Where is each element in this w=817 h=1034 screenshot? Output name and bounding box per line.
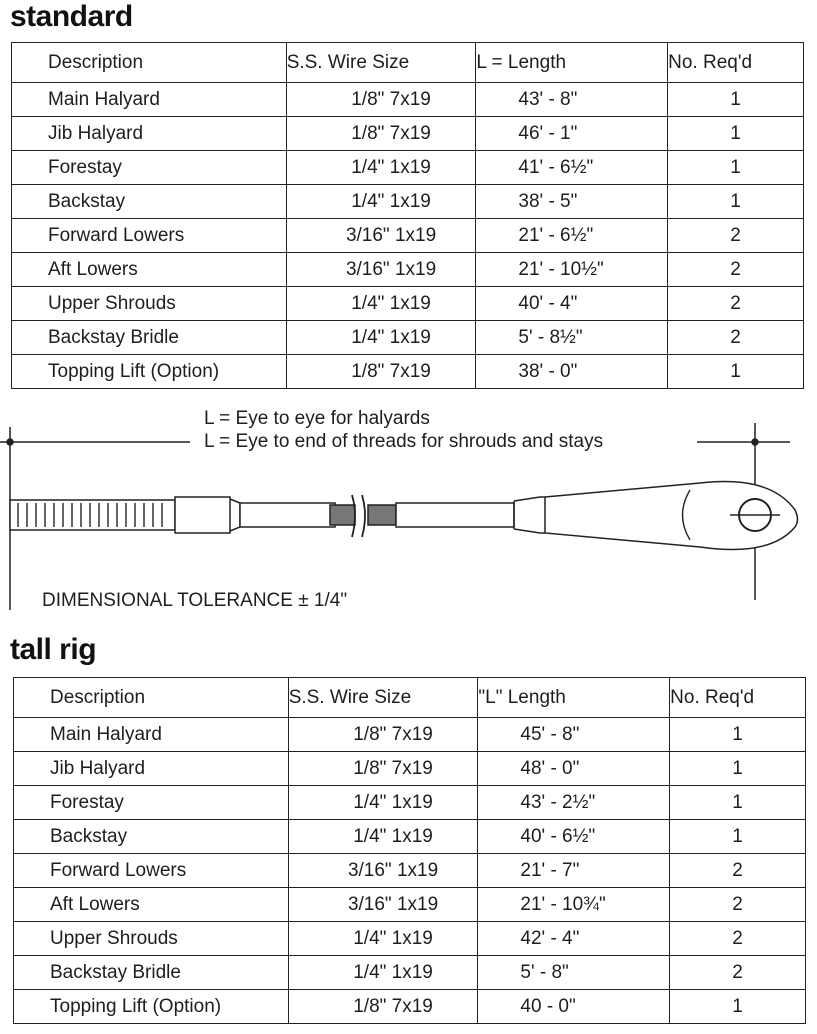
cell-required: 1 [670, 820, 806, 854]
cell-required: 2 [668, 219, 804, 253]
section-title-standard: standard [10, 0, 133, 33]
cell-required: 1 [668, 117, 804, 151]
cell-length: 41' - 6½" [476, 151, 668, 185]
cell-description: Main Halyard [12, 83, 287, 117]
dimensional-tolerance-note: DIMENSIONAL TOLERANCE ± 1/4" [42, 590, 348, 611]
table-row [12, 287, 804, 321]
threaded-stud-terminal-icon [10, 497, 335, 533]
header-description: Description [14, 678, 289, 718]
section-title-tall-rig: tall rig [10, 633, 97, 666]
header-length: L = Length [476, 43, 668, 83]
cell-length: 5' - 8½" [476, 321, 668, 355]
cell-wire-size: 1/4" 1x19 [288, 922, 478, 956]
cell-required: 2 [670, 854, 806, 888]
cell-length: 21' - 10¾" [478, 888, 670, 922]
cell-description: Aft Lowers [14, 888, 289, 922]
right-dimension-dot [752, 439, 758, 445]
table-row [12, 253, 804, 287]
table-header-row [14, 678, 806, 718]
cell-wire-size: 1/4" 1x19 [288, 820, 478, 854]
cell-required: 1 [670, 786, 806, 820]
cell-wire-size: 1/8" 7x19 [286, 355, 476, 389]
table-row [14, 820, 806, 854]
cell-wire-size: 1/8" 7x19 [288, 718, 478, 752]
cell-length: 46' - 1" [476, 117, 668, 151]
cell-description: Backstay Bridle [12, 321, 287, 355]
cell-length: 40' - 6½" [478, 820, 670, 854]
table-row [12, 321, 804, 355]
cell-length: 40 - 0" [478, 990, 670, 1024]
cell-wire-size: 3/16" 1x19 [288, 888, 478, 922]
table-row [12, 219, 804, 253]
cell-description: Forward Lowers [14, 854, 289, 888]
cell-wire-size: 1/4" 1x19 [288, 786, 478, 820]
cell-required: 2 [670, 888, 806, 922]
table-row [14, 752, 806, 786]
cell-description: Jib Halyard [12, 117, 287, 151]
cell-description: Forward Lowers [12, 219, 287, 253]
table-row [12, 83, 804, 117]
cell-description: Aft Lowers [12, 253, 287, 287]
cell-wire-size: 1/8" 7x19 [288, 990, 478, 1024]
cell-wire-size: 1/8" 7x19 [286, 83, 476, 117]
cell-length: 40' - 4" [476, 287, 668, 321]
table-row [12, 117, 804, 151]
table-row [14, 990, 806, 1024]
table-row [14, 888, 806, 922]
cell-description: Backstay Bridle [14, 956, 289, 990]
cell-required: 1 [670, 752, 806, 786]
cell-wire-size: 1/4" 1x19 [286, 151, 476, 185]
cell-length: 38' - 5" [476, 185, 668, 219]
rigging-table-standard [11, 42, 804, 389]
header-required: No. Req'd [670, 678, 806, 718]
table-row [14, 854, 806, 888]
cell-wire-size: 1/4" 1x19 [286, 321, 476, 355]
cell-description: Main Halyard [14, 718, 289, 752]
cell-wire-size: 1/8" 7x19 [288, 752, 478, 786]
table-header-row [12, 43, 804, 83]
wire-break-icon [330, 495, 396, 537]
table-row [12, 185, 804, 219]
cell-wire-size: 1/8" 7x19 [286, 117, 476, 151]
cell-description: Backstay [12, 185, 287, 219]
cell-description: Jib Halyard [14, 752, 289, 786]
cell-required: 2 [668, 287, 804, 321]
cell-length: 5' - 8" [478, 956, 670, 990]
table-row [14, 956, 806, 990]
cell-description: Upper Shrouds [14, 922, 289, 956]
cell-required: 2 [670, 922, 806, 956]
cell-description: Forestay [12, 151, 287, 185]
cell-wire-size: 1/4" 1x19 [286, 287, 476, 321]
cell-required: 1 [670, 990, 806, 1024]
table-row [12, 355, 804, 389]
header-wire-size: S.S. Wire Size [286, 43, 476, 83]
table-row [14, 922, 806, 956]
note-shrouds-stays: L = Eye to end of threads for shrouds and stays [204, 431, 604, 452]
header-length: "L" Length [478, 678, 670, 718]
cell-length: 48' - 0" [478, 752, 670, 786]
header-required: No. Req'd [668, 43, 804, 83]
cell-description: Backstay [14, 820, 289, 854]
table-row [14, 786, 806, 820]
cell-length: 21' - 6½" [476, 219, 668, 253]
cell-description: Topping Lift (Option) [14, 990, 289, 1024]
cell-length: 43' - 8" [476, 83, 668, 117]
cell-length: 43' - 2½" [478, 786, 670, 820]
header-description: Description [12, 43, 287, 83]
cell-required: 1 [668, 151, 804, 185]
cell-wire-size: 3/16" 1x19 [286, 219, 476, 253]
cell-required: 1 [668, 355, 804, 389]
cell-length: 21' - 10½" [476, 253, 668, 287]
cell-wire-size: 3/16" 1x19 [286, 253, 476, 287]
cell-required: 2 [670, 956, 806, 990]
table-row [14, 718, 806, 752]
cell-length: 21' - 7" [478, 854, 670, 888]
cell-required: 1 [668, 83, 804, 117]
rigging-table-tall-rig [13, 677, 806, 1024]
table-row [12, 151, 804, 185]
cell-description: Forestay [14, 786, 289, 820]
cell-required: 1 [668, 185, 804, 219]
header-wire-size: S.S. Wire Size [288, 678, 478, 718]
cell-required: 2 [668, 321, 804, 355]
cell-wire-size: 1/4" 1x19 [288, 956, 478, 990]
cell-required: 2 [668, 253, 804, 287]
cell-wire-size: 3/16" 1x19 [288, 854, 478, 888]
note-halyards: L = Eye to eye for halyards [204, 408, 430, 429]
cell-description: Upper Shrouds [12, 287, 287, 321]
cell-required: 1 [670, 718, 806, 752]
cell-length: 42' - 4" [478, 922, 670, 956]
cell-description: Topping Lift (Option) [12, 355, 287, 389]
cell-wire-size: 1/4" 1x19 [286, 185, 476, 219]
cell-length: 38' - 0" [476, 355, 668, 389]
cell-length: 45' - 8" [478, 718, 670, 752]
